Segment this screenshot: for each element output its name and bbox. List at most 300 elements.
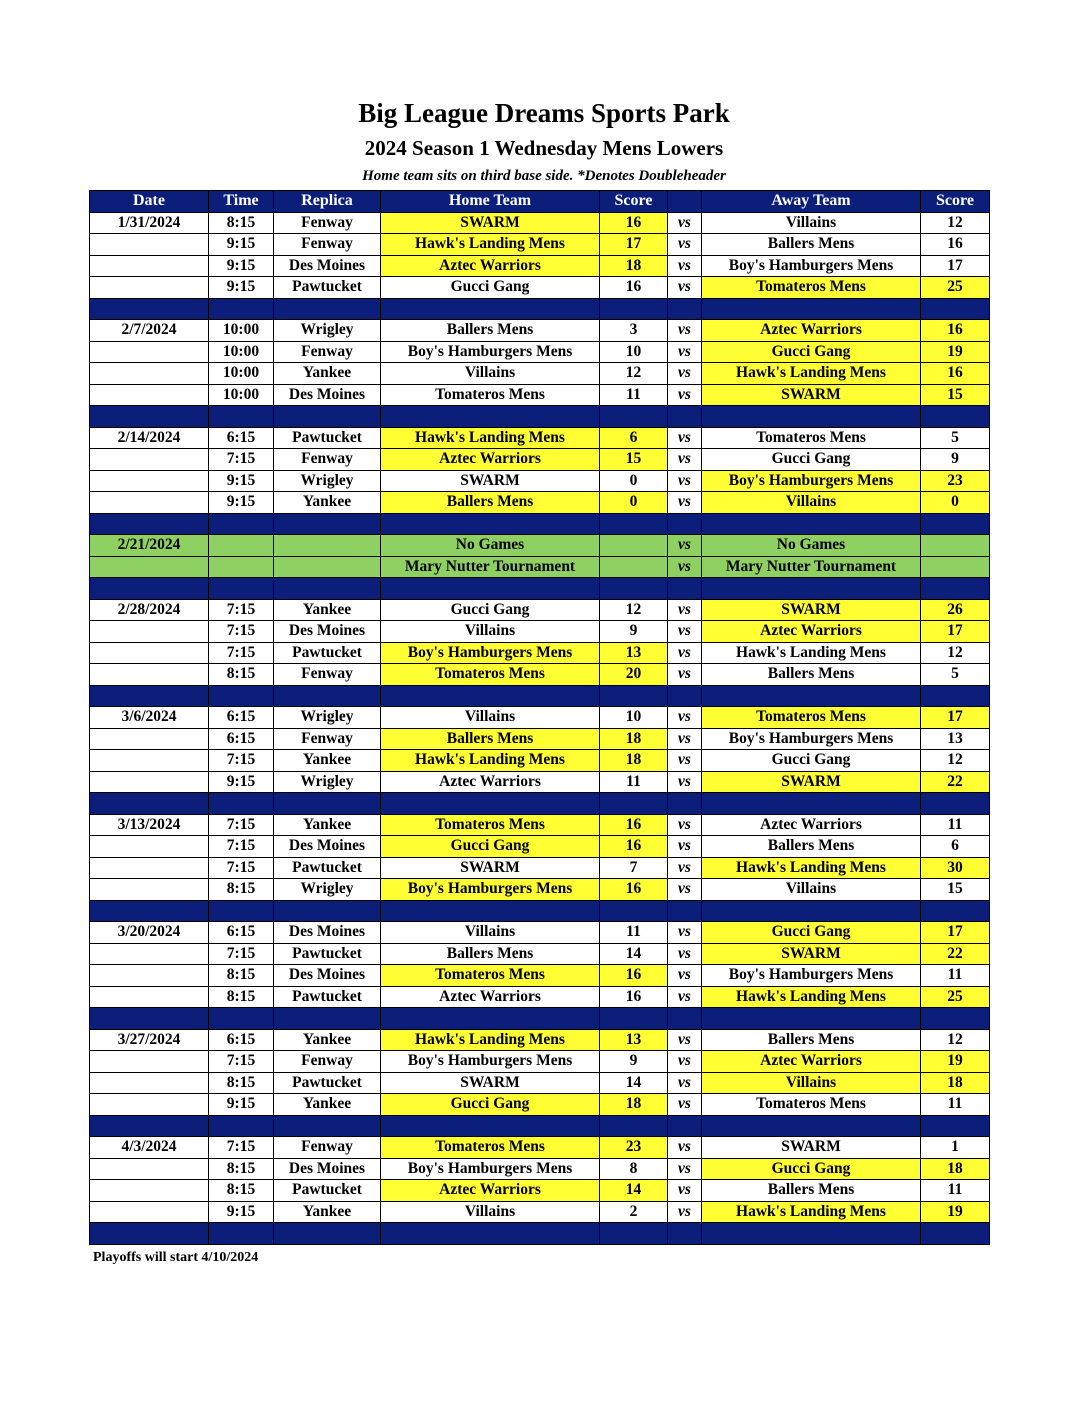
home-score: 0 xyxy=(600,470,668,492)
game-replica: Des Moines xyxy=(274,255,381,277)
game-date xyxy=(90,836,209,858)
separator-cell xyxy=(274,1008,381,1030)
away-score: 11 xyxy=(921,965,990,987)
game-time: 6:15 xyxy=(209,427,274,449)
away-score: 11 xyxy=(921,1180,990,1202)
vs-label: vs xyxy=(668,1094,702,1116)
week-separator xyxy=(90,1223,990,1245)
home-score: 10 xyxy=(600,707,668,729)
vs-label: vs xyxy=(668,728,702,750)
game-replica: Pawtucket xyxy=(274,1180,381,1202)
separator-cell xyxy=(600,298,668,320)
away-team: Villains xyxy=(702,212,921,234)
separator-cell xyxy=(274,406,381,428)
away-score: 15 xyxy=(921,879,990,901)
table-row xyxy=(90,814,990,836)
game-date xyxy=(90,384,209,406)
home-team: Hawk's Landing Mens xyxy=(381,750,600,772)
separator-cell xyxy=(90,578,209,600)
game-replica: Des Moines xyxy=(274,836,381,858)
game-time: 9:15 xyxy=(209,255,274,277)
away-team: Ballers Mens xyxy=(702,234,921,256)
game-replica: Yankee xyxy=(274,750,381,772)
home-score: 2 xyxy=(600,1201,668,1223)
home-score: 11 xyxy=(600,384,668,406)
home-team: Boy's Hamburgers Mens xyxy=(381,642,600,664)
header-row xyxy=(90,191,990,213)
home-team: Tomateros Mens xyxy=(381,664,600,686)
game-replica: Des Moines xyxy=(274,922,381,944)
away-team: Boy's Hamburgers Mens xyxy=(702,965,921,987)
game-date xyxy=(90,621,209,643)
home-score: 16 xyxy=(600,986,668,1008)
game-replica: Wrigley xyxy=(274,470,381,492)
home-score: 23 xyxy=(600,1137,668,1159)
game-time: 7:15 xyxy=(209,750,274,772)
home-team: No Games xyxy=(381,535,600,557)
home-score xyxy=(600,556,668,578)
home-team: Ballers Mens xyxy=(381,943,600,965)
separator-cell xyxy=(600,1008,668,1030)
game-replica: Fenway xyxy=(274,449,381,471)
game-date xyxy=(90,943,209,965)
home-team: Ballers Mens xyxy=(381,728,600,750)
game-time: 8:15 xyxy=(209,965,274,987)
separator-cell xyxy=(702,1008,921,1030)
game-replica: Fenway xyxy=(274,212,381,234)
game-date xyxy=(90,492,209,514)
table-row xyxy=(90,234,990,256)
separator-cell xyxy=(600,406,668,428)
separator-cell xyxy=(600,578,668,600)
separator-cell xyxy=(921,406,990,428)
vs-label: vs xyxy=(668,771,702,793)
away-score: 25 xyxy=(921,986,990,1008)
game-date xyxy=(90,1158,209,1180)
away-score: 17 xyxy=(921,621,990,643)
home-team: Hawk's Landing Mens xyxy=(381,427,600,449)
home-team: Gucci Gang xyxy=(381,1094,600,1116)
week-separator xyxy=(90,298,990,320)
home-score: 12 xyxy=(600,599,668,621)
separator-cell xyxy=(921,1223,990,1245)
game-replica: Fenway xyxy=(274,1051,381,1073)
away-score: 19 xyxy=(921,341,990,363)
home-team: Villains xyxy=(381,621,600,643)
table-row xyxy=(90,943,990,965)
away-team: SWARM xyxy=(702,943,921,965)
separator-cell xyxy=(209,793,274,815)
game-date xyxy=(90,857,209,879)
table-row xyxy=(90,836,990,858)
home-score: 18 xyxy=(600,750,668,772)
game-replica: Fenway xyxy=(274,1137,381,1159)
game-time: 10:00 xyxy=(209,341,274,363)
home-team: Gucci Gang xyxy=(381,277,600,299)
table-row xyxy=(90,1180,990,1202)
separator-cell xyxy=(668,1223,702,1245)
separator-cell xyxy=(274,1115,381,1137)
separator-cell xyxy=(702,298,921,320)
game-time: 9:15 xyxy=(209,234,274,256)
away-team: Tomateros Mens xyxy=(702,1094,921,1116)
away-score: 5 xyxy=(921,664,990,686)
game-date xyxy=(90,277,209,299)
home-team: Ballers Mens xyxy=(381,492,600,514)
home-team: Tomateros Mens xyxy=(381,814,600,836)
away-score: 15 xyxy=(921,384,990,406)
table-row xyxy=(90,556,990,578)
vs-label: vs xyxy=(668,341,702,363)
separator-cell xyxy=(702,406,921,428)
game-replica: Yankee xyxy=(274,363,381,385)
game-time xyxy=(209,556,274,578)
game-date: 1/31/2024 xyxy=(90,212,209,234)
game-date xyxy=(90,771,209,793)
away-team: Ballers Mens xyxy=(702,1029,921,1051)
separator-cell xyxy=(274,685,381,707)
vs-label: vs xyxy=(668,857,702,879)
separator-cell xyxy=(702,578,921,600)
week-separator xyxy=(90,406,990,428)
separator-cell xyxy=(274,1223,381,1245)
separator-cell xyxy=(702,1115,921,1137)
away-score: 17 xyxy=(921,255,990,277)
game-date xyxy=(90,255,209,277)
vs-label: vs xyxy=(668,943,702,965)
away-team: Ballers Mens xyxy=(702,664,921,686)
vs-label: vs xyxy=(668,707,702,729)
schedule-note: Home team sits on third base side. *Denotes Doubleheader xyxy=(362,168,726,184)
page-subtitle: 2024 Season 1 Wednesday Mens Lowers xyxy=(364,136,724,160)
vs-label: vs xyxy=(668,986,702,1008)
away-team: SWARM xyxy=(702,599,921,621)
table-row xyxy=(90,750,990,772)
away-score: 13 xyxy=(921,728,990,750)
home-team: Villains xyxy=(381,707,600,729)
separator-cell xyxy=(90,513,209,535)
col-time-header: Time xyxy=(209,191,274,213)
table-row xyxy=(90,341,990,363)
separator-cell xyxy=(90,1008,209,1030)
home-score: 7 xyxy=(600,857,668,879)
vs-label: vs xyxy=(668,320,702,342)
table-row xyxy=(90,1072,990,1094)
separator-cell xyxy=(702,1223,921,1245)
separator-cell xyxy=(90,685,209,707)
away-team: Villains xyxy=(702,879,921,901)
table-row xyxy=(90,1029,990,1051)
home-score: 13 xyxy=(600,1029,668,1051)
away-team: Tomateros Mens xyxy=(702,427,921,449)
game-time: 7:15 xyxy=(209,621,274,643)
vs-label: vs xyxy=(668,363,702,385)
game-time: 7:15 xyxy=(209,857,274,879)
away-score: 11 xyxy=(921,1094,990,1116)
game-time: 7:15 xyxy=(209,943,274,965)
game-date: 2/14/2024 xyxy=(90,427,209,449)
home-team: Boy's Hamburgers Mens xyxy=(381,879,600,901)
vs-label: vs xyxy=(668,1029,702,1051)
week-separator xyxy=(90,685,990,707)
separator-cell xyxy=(381,1008,600,1030)
separator-cell xyxy=(668,900,702,922)
separator-cell xyxy=(381,513,600,535)
col-away-team-header: Away Team xyxy=(702,191,921,213)
separator-cell xyxy=(90,1115,209,1137)
separator-cell xyxy=(90,900,209,922)
home-score: 18 xyxy=(600,255,668,277)
separator-cell xyxy=(921,298,990,320)
away-team: Gucci Gang xyxy=(702,1158,921,1180)
separator-cell xyxy=(921,685,990,707)
separator-cell xyxy=(668,578,702,600)
game-time: 8:15 xyxy=(209,879,274,901)
home-score: 8 xyxy=(600,1158,668,1180)
away-score: 9 xyxy=(921,449,990,471)
separator-cell xyxy=(381,1223,600,1245)
game-date xyxy=(90,1094,209,1116)
home-score: 16 xyxy=(600,836,668,858)
playoffs-note: Playoffs will start 4/10/2024 xyxy=(93,1250,259,1265)
game-replica: Fenway xyxy=(274,341,381,363)
vs-label: vs xyxy=(668,750,702,772)
table-row xyxy=(90,470,990,492)
game-time: 7:15 xyxy=(209,836,274,858)
separator-cell xyxy=(921,1008,990,1030)
game-replica: Fenway xyxy=(274,728,381,750)
separator-cell xyxy=(209,513,274,535)
home-team: Aztec Warriors xyxy=(381,449,600,471)
vs-label: vs xyxy=(668,1137,702,1159)
table-row xyxy=(90,922,990,944)
home-score: 12 xyxy=(600,363,668,385)
separator-cell xyxy=(668,298,702,320)
away-team: Boy's Hamburgers Mens xyxy=(702,728,921,750)
away-score: 1 xyxy=(921,1137,990,1159)
table-row xyxy=(90,642,990,664)
away-team: Boy's Hamburgers Mens xyxy=(702,255,921,277)
separator-cell xyxy=(668,406,702,428)
separator-cell xyxy=(209,685,274,707)
home-score: 17 xyxy=(600,234,668,256)
table-row xyxy=(90,664,990,686)
vs-label: vs xyxy=(668,427,702,449)
away-team: Hawk's Landing Mens xyxy=(702,363,921,385)
table-row xyxy=(90,320,990,342)
table-row xyxy=(90,1201,990,1223)
home-team: Aztec Warriors xyxy=(381,771,600,793)
home-team: Boy's Hamburgers Mens xyxy=(381,1158,600,1180)
separator-cell xyxy=(702,513,921,535)
game-time: 7:15 xyxy=(209,1137,274,1159)
away-score xyxy=(921,535,990,557)
away-score: 16 xyxy=(921,363,990,385)
game-replica: Des Moines xyxy=(274,621,381,643)
separator-cell xyxy=(90,406,209,428)
game-time: 8:15 xyxy=(209,212,274,234)
home-team: Ballers Mens xyxy=(381,320,600,342)
vs-label: vs xyxy=(668,212,702,234)
game-date xyxy=(90,341,209,363)
away-team: Ballers Mens xyxy=(702,1180,921,1202)
table-row xyxy=(90,427,990,449)
game-time: 8:15 xyxy=(209,986,274,1008)
home-team: Tomateros Mens xyxy=(381,384,600,406)
away-team: Gucci Gang xyxy=(702,341,921,363)
vs-label: vs xyxy=(668,470,702,492)
vs-label: vs xyxy=(668,1180,702,1202)
game-replica: Wrigley xyxy=(274,771,381,793)
table-row xyxy=(90,492,990,514)
away-team: SWARM xyxy=(702,1137,921,1159)
game-replica: Yankee xyxy=(274,1201,381,1223)
separator-cell xyxy=(702,793,921,815)
separator-cell xyxy=(381,1115,600,1137)
game-replica: Des Moines xyxy=(274,965,381,987)
away-team: Gucci Gang xyxy=(702,750,921,772)
away-team: Ballers Mens xyxy=(702,836,921,858)
game-replica: Yankee xyxy=(274,599,381,621)
week-separator xyxy=(90,1115,990,1137)
home-team: Tomateros Mens xyxy=(381,965,600,987)
vs-label: vs xyxy=(668,642,702,664)
game-replica: Pawtucket xyxy=(274,277,381,299)
away-score: 18 xyxy=(921,1072,990,1094)
vs-label: vs xyxy=(668,1201,702,1223)
home-score: 16 xyxy=(600,277,668,299)
away-team: Aztec Warriors xyxy=(702,621,921,643)
away-score: 19 xyxy=(921,1051,990,1073)
home-score: 16 xyxy=(600,965,668,987)
game-time: 9:15 xyxy=(209,771,274,793)
vs-label: vs xyxy=(668,814,702,836)
game-time: 7:15 xyxy=(209,814,274,836)
game-time: 8:15 xyxy=(209,1072,274,1094)
separator-cell xyxy=(921,793,990,815)
vs-label: vs xyxy=(668,836,702,858)
home-team: SWARM xyxy=(381,1072,600,1094)
home-team: Villains xyxy=(381,363,600,385)
game-date xyxy=(90,1201,209,1223)
game-time: 8:15 xyxy=(209,1158,274,1180)
table-row xyxy=(90,599,990,621)
vs-label: vs xyxy=(668,599,702,621)
table-row xyxy=(90,363,990,385)
away-score: 12 xyxy=(921,1029,990,1051)
separator-cell xyxy=(209,298,274,320)
away-score: 19 xyxy=(921,1201,990,1223)
col-date-header: Date xyxy=(90,191,209,213)
home-score: 9 xyxy=(600,621,668,643)
game-time: 7:15 xyxy=(209,599,274,621)
game-time: 9:15 xyxy=(209,277,274,299)
game-date xyxy=(90,1051,209,1073)
game-date: 2/28/2024 xyxy=(90,599,209,621)
table-row xyxy=(90,621,990,643)
home-team: Villains xyxy=(381,1201,600,1223)
away-team: Aztec Warriors xyxy=(702,320,921,342)
vs-label: vs xyxy=(668,535,702,557)
separator-cell xyxy=(381,406,600,428)
separator-cell xyxy=(921,900,990,922)
home-score: 13 xyxy=(600,642,668,664)
separator-cell xyxy=(600,900,668,922)
table-row xyxy=(90,212,990,234)
game-replica: Yankee xyxy=(274,814,381,836)
table-row xyxy=(90,707,990,729)
separator-cell xyxy=(274,298,381,320)
home-score: 18 xyxy=(600,728,668,750)
table-row xyxy=(90,965,990,987)
home-score: 10 xyxy=(600,341,668,363)
home-team: Boy's Hamburgers Mens xyxy=(381,341,600,363)
away-score: 30 xyxy=(921,857,990,879)
vs-label: vs xyxy=(668,492,702,514)
separator-cell xyxy=(90,298,209,320)
game-date xyxy=(90,556,209,578)
game-date xyxy=(90,1072,209,1094)
away-team: Aztec Warriors xyxy=(702,1051,921,1073)
game-replica: Pawtucket xyxy=(274,642,381,664)
game-date xyxy=(90,363,209,385)
vs-label: vs xyxy=(668,277,702,299)
separator-cell xyxy=(209,1223,274,1245)
separator-cell xyxy=(209,1115,274,1137)
game-time: 7:15 xyxy=(209,642,274,664)
col-replica-header: Replica xyxy=(274,191,381,213)
table-row xyxy=(90,535,990,557)
separator-cell xyxy=(274,900,381,922)
game-replica: Wrigley xyxy=(274,879,381,901)
home-score: 16 xyxy=(600,814,668,836)
home-team: Hawk's Landing Mens xyxy=(381,234,600,256)
home-score: 16 xyxy=(600,879,668,901)
week-separator xyxy=(90,793,990,815)
home-score: 18 xyxy=(600,1094,668,1116)
schedule-table xyxy=(89,190,990,1245)
away-score: 0 xyxy=(921,492,990,514)
separator-cell xyxy=(274,578,381,600)
game-replica: Pawtucket xyxy=(274,427,381,449)
separator-cell xyxy=(600,1115,668,1137)
separator-cell xyxy=(209,406,274,428)
table-row xyxy=(90,384,990,406)
home-score: 9 xyxy=(600,1051,668,1073)
home-score: 3 xyxy=(600,320,668,342)
game-date: 3/27/2024 xyxy=(90,1029,209,1051)
table-row xyxy=(90,449,990,471)
away-score: 12 xyxy=(921,212,990,234)
vs-label: vs xyxy=(668,556,702,578)
table-row xyxy=(90,1051,990,1073)
home-score: 15 xyxy=(600,449,668,471)
game-date xyxy=(90,879,209,901)
away-score: 26 xyxy=(921,599,990,621)
col-away-score-header: Score xyxy=(921,191,990,213)
week-separator xyxy=(90,513,990,535)
separator-cell xyxy=(209,578,274,600)
home-team: Villains xyxy=(381,922,600,944)
table-row xyxy=(90,1094,990,1116)
away-score: 25 xyxy=(921,277,990,299)
table-row xyxy=(90,857,990,879)
game-time: 6:15 xyxy=(209,728,274,750)
week-separator xyxy=(90,578,990,600)
home-team: Mary Nutter Tournament xyxy=(381,556,600,578)
away-score: 12 xyxy=(921,642,990,664)
page-title: Big League Dreams Sports Park xyxy=(358,98,730,128)
